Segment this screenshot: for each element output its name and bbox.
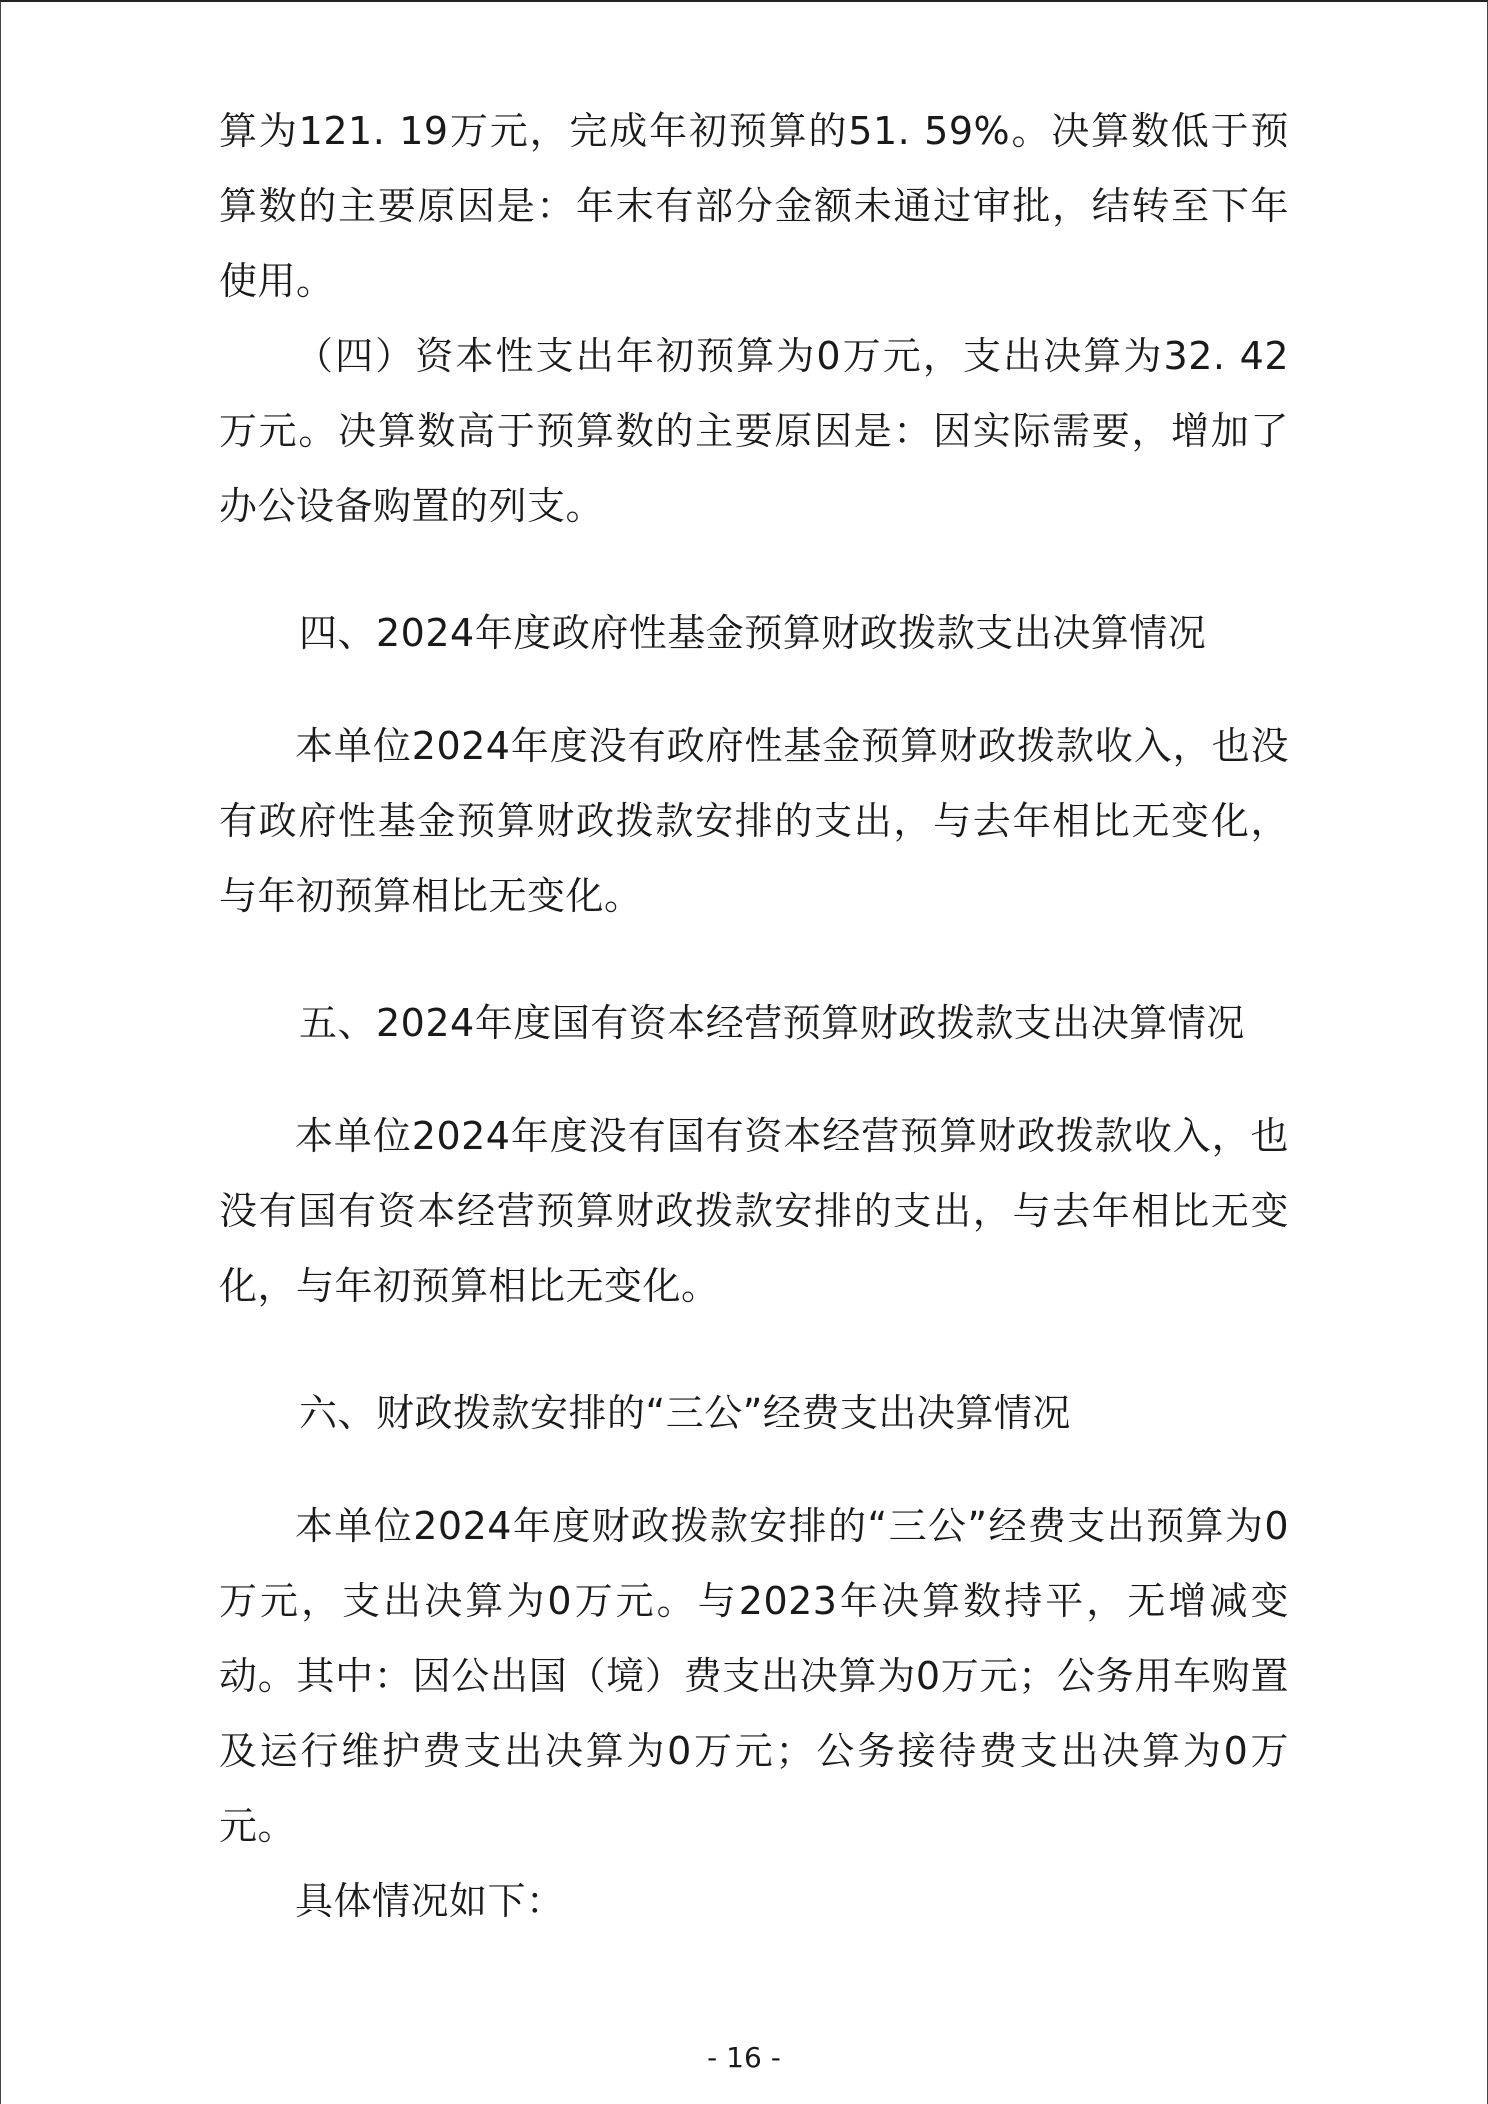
paragraph-government-fund: 本单位2024年度没有政府性基金预算财政拨款收入，也没有政府性基金预算财政拨款安排的支出，与去年相比无变化，与年初预算相比无变化。 [219, 724, 1289, 918]
paragraph-capital-expenditure-cont: 算为121. 19万元，完成年初预算的51. 59%。决算数低于预算数的主要原因是：年末有部分金额未通过审批，结转至下年使用。 [219, 109, 1289, 303]
paragraph-state-capital: 本单位2024年度没有国有资本经营预算财政拨款收入，也没有国有资本经营预算财政拨款安排的支出，与去年相比无变化，与年初预算相比无变化。 [219, 1114, 1289, 1308]
page-number: - 16 - [707, 2041, 781, 2074]
document-body [219, 94, 1289, 1939]
paragraph-details-intro: 具体情况如下： [295, 1879, 565, 1923]
section-heading-government-fund: 四、2024年度政府性基金预算财政拨款支出决算情况 [299, 611, 1207, 655]
section-heading-three-public: 六、财政拨款安排的“三公”经费支出决算情况 [299, 1391, 1071, 1435]
section-heading-state-capital: 五、2024年度国有资本经营预算财政拨款支出决算情况 [299, 1001, 1245, 1045]
paragraph-three-public: 本单位2024年度财政拨款安排的“三公”经费支出预算为0万元，支出决算为0万元。与2023年决算数持平，无增减变动。其中：因公出国（境）费支出决算为0万元；公务用车购置及运行维护费支出决算为0万元；公务接待费支出决算为0万元。 [219, 1504, 1289, 1848]
paragraph-capital-expenditure: （四）资本性支出年初预算为0万元，支出决算为32. 42万元。决算数高于预算数的主要原因是：因实际需要，增加了办公设备购置的列支。 [219, 334, 1289, 528]
